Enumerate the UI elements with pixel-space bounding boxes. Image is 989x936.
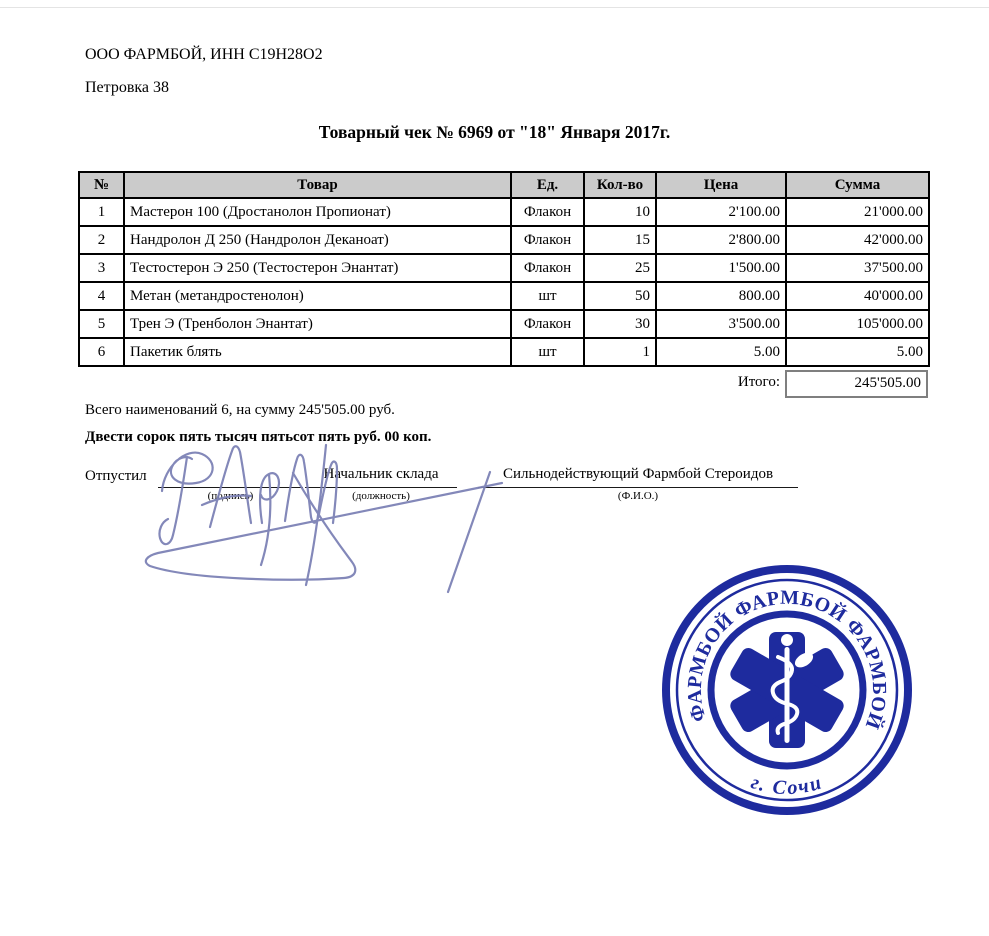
- cell-num: 2: [79, 226, 124, 254]
- company-address: Петровка 38: [85, 79, 170, 96]
- svg-text:г. Сочи: [748, 771, 825, 799]
- table-row: [79, 254, 929, 282]
- star-of-life-icon: [728, 632, 846, 748]
- cell-sum: 105'000.00: [786, 310, 929, 338]
- cell-num: 3: [79, 254, 124, 282]
- cell-unit: Флакон: [511, 198, 584, 226]
- col-header-qty: Кол-во: [584, 172, 656, 198]
- total-label: Итого:: [737, 374, 780, 390]
- signature-line: [158, 466, 303, 488]
- col-header-sum: Сумма: [786, 172, 929, 198]
- cell-qty: 15: [584, 226, 656, 254]
- cell-product: Пакетик блять: [124, 338, 511, 366]
- cell-sum: 21'000.00: [786, 198, 929, 226]
- col-header-num: №: [79, 172, 124, 198]
- signature-flourish: [146, 473, 502, 580]
- cell-unit: шт: [511, 338, 584, 366]
- items-table: [78, 171, 930, 367]
- name-line: Сильнодействующий Фармбой Стероидов: [478, 466, 798, 488]
- cell-product: Метан (метандростенолон): [124, 282, 511, 310]
- cell-price: 5.00: [656, 338, 786, 366]
- cell-num: 5: [79, 310, 124, 338]
- cell-product: Трен Э (Тренболон Энантат): [124, 310, 511, 338]
- cell-sum: 37'500.00: [786, 254, 929, 282]
- position-line: Начальник склада: [305, 466, 457, 488]
- cell-product: Нандролон Д 250 (Нандролон Деканоат): [124, 226, 511, 254]
- cell-product: Тестостерон Э 250 (Тестостерон Энантат): [124, 254, 511, 282]
- company-stamp: [657, 560, 917, 820]
- handwritten-signature: [130, 433, 530, 608]
- cell-price: 2'800.00: [656, 226, 786, 254]
- cell-product: Мастерон 100 (Дростанолон Пропионат): [124, 198, 511, 226]
- cell-sum: 42'000.00: [786, 226, 929, 254]
- cell-unit: Флакон: [511, 310, 584, 338]
- cell-price: 1'500.00: [656, 254, 786, 282]
- total-value: 245'505.00: [785, 370, 928, 398]
- position-caption: (должность): [352, 490, 410, 502]
- signature-stroke: [285, 455, 337, 523]
- table-header-row: [79, 172, 929, 198]
- released-by-label: Отпустил: [85, 468, 147, 484]
- stamp-city-text: г. Сочи: [748, 771, 826, 800]
- cell-price: 3'500.00: [656, 310, 786, 338]
- table-row: [79, 338, 929, 366]
- col-header-price: Цена: [656, 172, 786, 198]
- cell-num: 6: [79, 338, 124, 366]
- cell-price: 800.00: [656, 282, 786, 310]
- cell-qty: 1: [584, 338, 656, 366]
- cell-qty: 30: [584, 310, 656, 338]
- table-row: [79, 310, 929, 338]
- cell-price: 2'100.00: [656, 198, 786, 226]
- page-title: Товарный чек № 6969 от "18" Января 2017г.: [318, 122, 671, 142]
- signature-caption: (подпись): [207, 490, 254, 502]
- name-caption: (Ф.И.О.): [617, 490, 659, 502]
- cell-qty: 25: [584, 254, 656, 282]
- col-header-unit: Ед.: [511, 172, 584, 198]
- company-name: ООО ФАРМБОЙ, ИНН С19Н28О2: [85, 46, 323, 63]
- col-header-product: Товар: [124, 172, 511, 198]
- summary-items-line: Всего наименований 6, на сумму 245'505.00 руб.: [85, 402, 395, 418]
- cell-qty: 10: [584, 198, 656, 226]
- table-row: [79, 282, 929, 310]
- summary-amount-in-words: Двести сорок пять тысяч пятьсот пять руб. 00 коп.: [85, 429, 432, 445]
- cell-sum: 5.00: [786, 338, 929, 366]
- cell-qty: 50: [584, 282, 656, 310]
- cell-unit: Флакон: [511, 254, 584, 282]
- page-top-edge: [0, 7, 989, 8]
- table-row: [79, 198, 929, 226]
- table-row: [79, 226, 929, 254]
- cell-num: 1: [79, 198, 124, 226]
- cell-unit: шт: [511, 282, 584, 310]
- cell-sum: 40'000.00: [786, 282, 929, 310]
- cell-num: 4: [79, 282, 124, 310]
- cell-unit: Флакон: [511, 226, 584, 254]
- stamp-ring-text: ФАРМБОЙ ФАРМБОЙ ФАРМБОЙ: [683, 586, 891, 733]
